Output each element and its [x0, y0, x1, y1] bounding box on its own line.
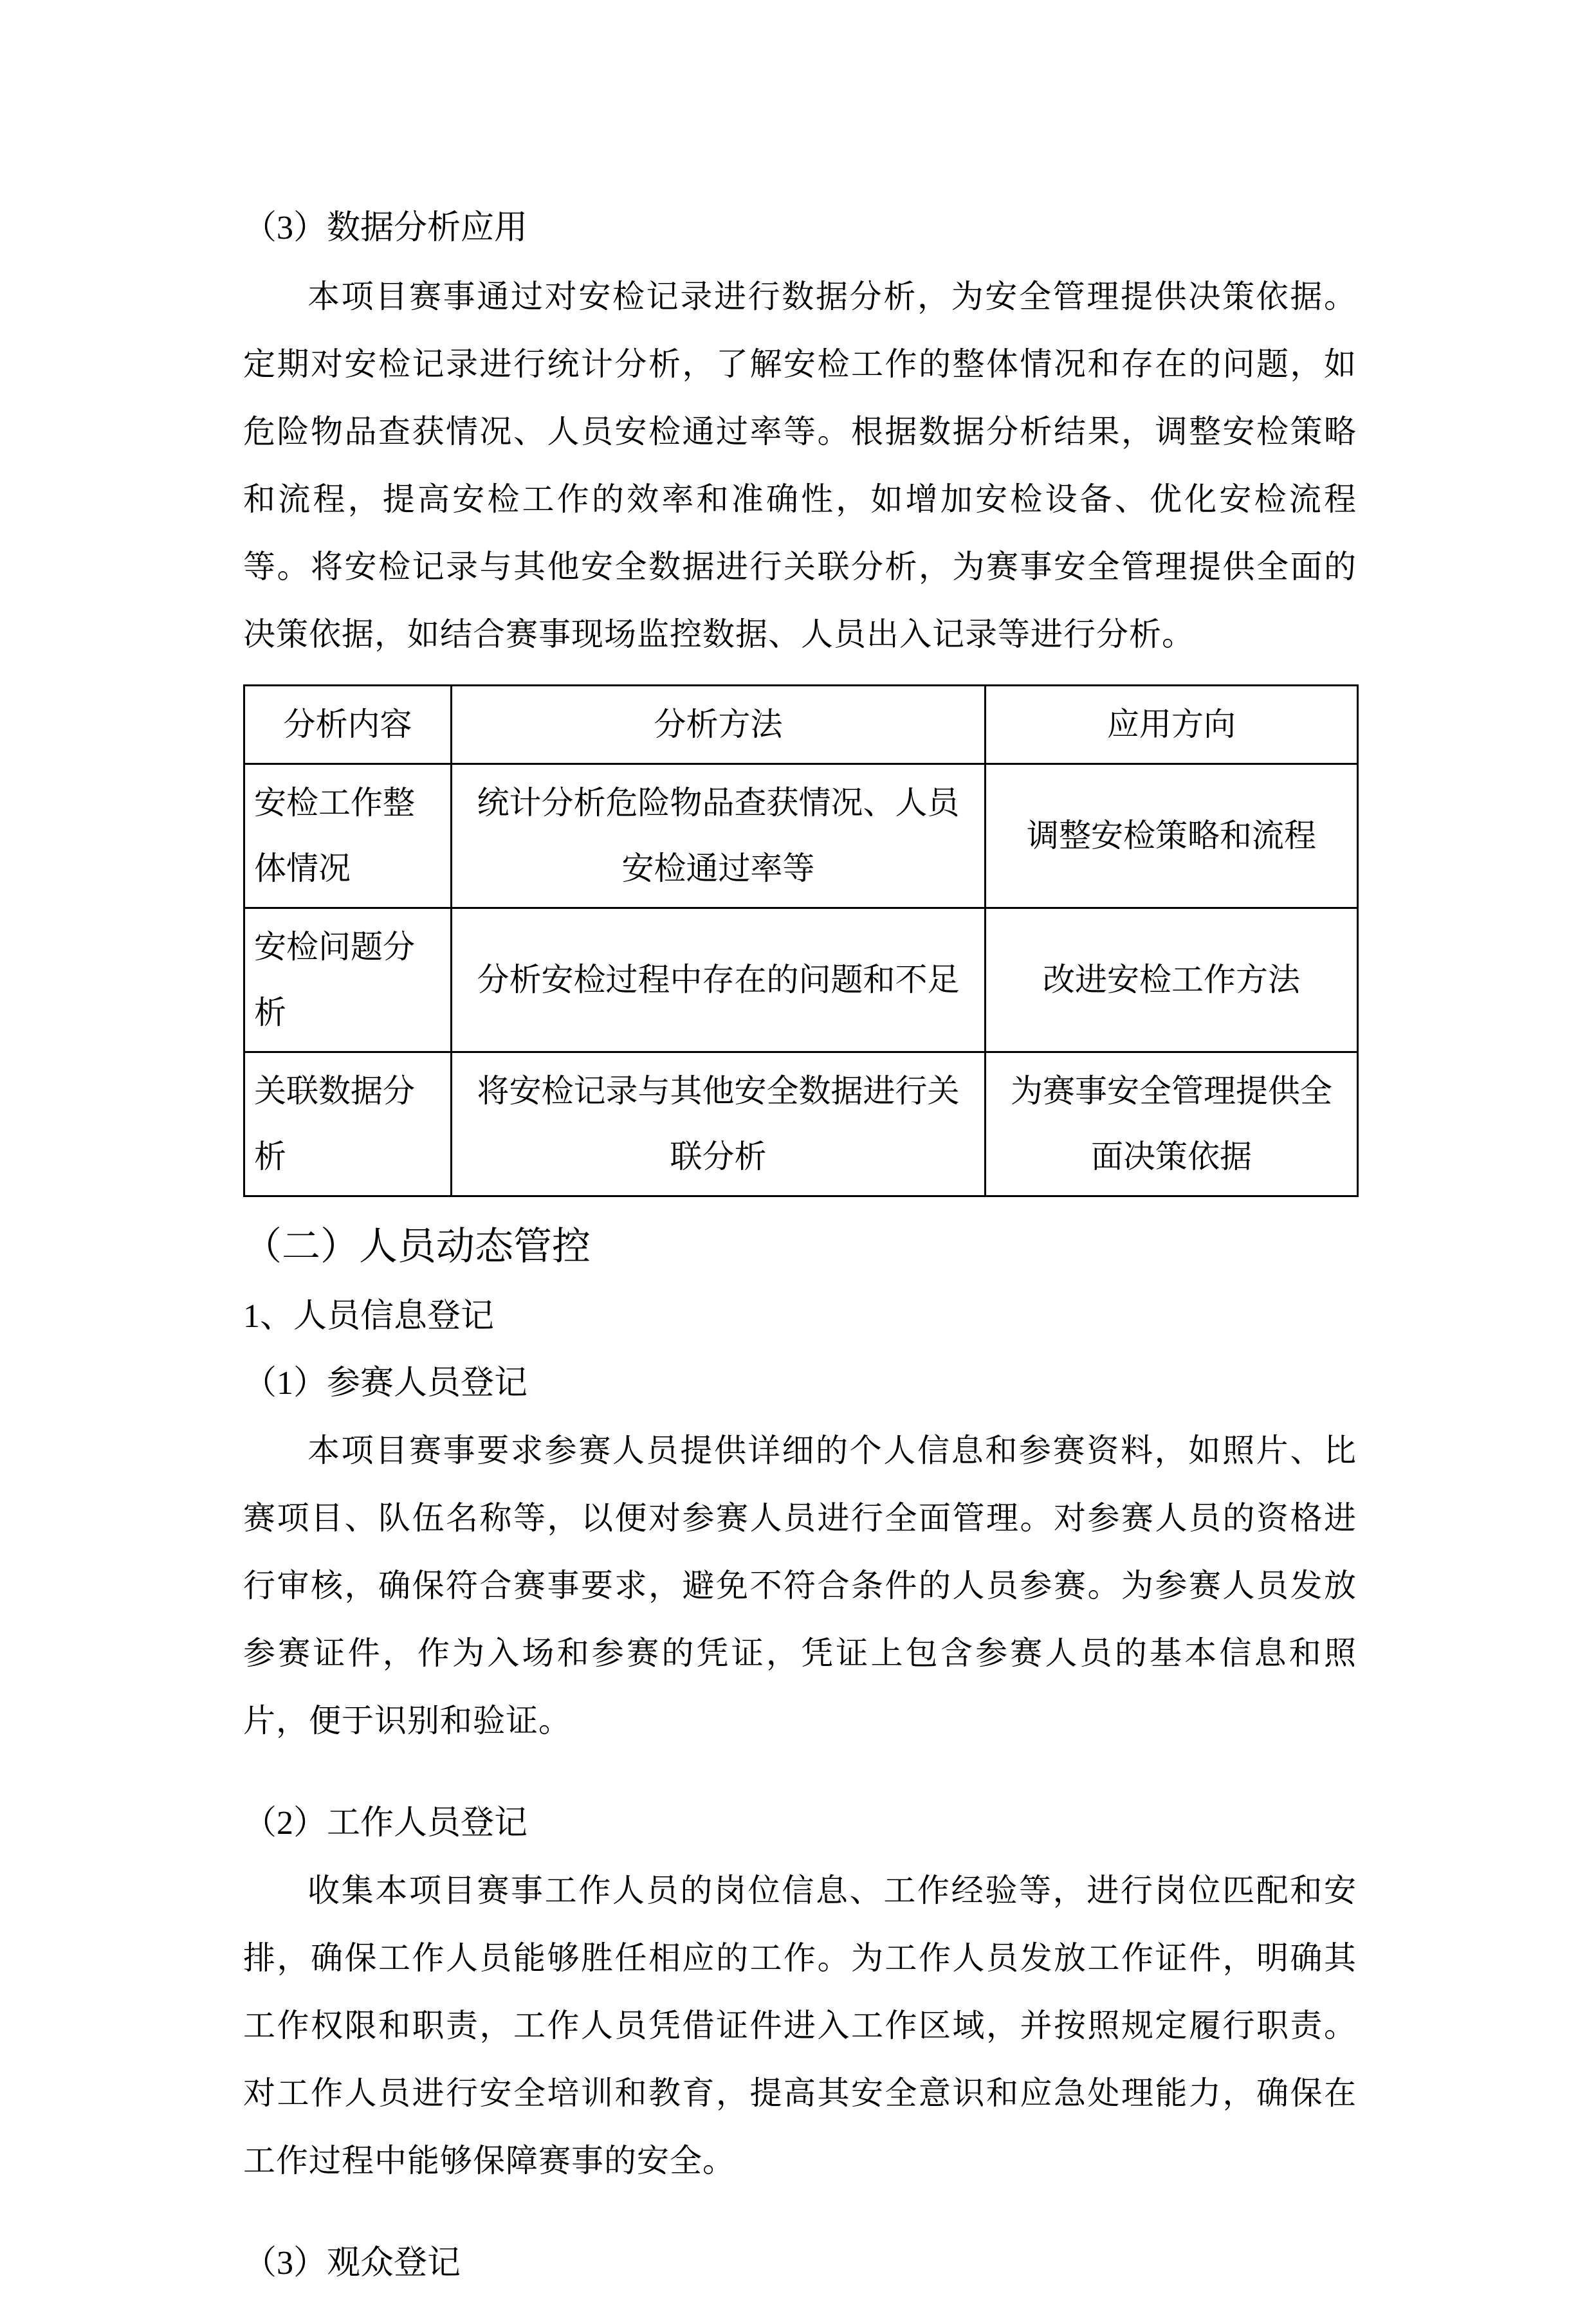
- paragraph-data-analysis: 本项目赛事通过对安检记录进行数据分析，为安全管理提供决策依据。定期对安检记录进行统计分析，了解安检工作的整体情况和存在的问题，如危险物品查获情况、人员安检通过率等。根据数据分析结果，调整安检策略和流程，提高安检工作的效率和准确性，如增加安检设备、优化安检流程等。将安检记录与其他安全数据进行关联分析，为赛事安全管理提供全面的决策依据，如结合赛事现场监控数据、人员出入记录等进行分析。: [243, 279, 1357, 653]
- heading-data-analysis-application: （3）数据分析应用: [243, 210, 528, 246]
- heading-staff-registration: （2）工作人员登记: [243, 1804, 528, 1842]
- analysis-table: [243, 684, 1359, 1197]
- heading-audience-registration: （3）观众登记: [243, 2244, 461, 2282]
- table-cell: 统计分析危险物品查获情况、人员安检通过率等: [452, 764, 986, 908]
- heading-personnel-info-registration: 1、人员信息登记: [243, 1297, 495, 1335]
- table-cell: 安检问题分析: [244, 908, 452, 1052]
- table-cell: 安检工作整体情况: [244, 764, 452, 908]
- table-row: [244, 764, 1358, 908]
- paragraph-participant-registration: 本项目赛事要求参赛人员提供详细的个人信息和参赛资料，如照片、比赛项目、队伍名称等，以便对参赛人员进行全面管理。对参赛人员的资格进行审核，确保符合赛事要求，避免不符合条件的人员参赛。为参赛人员发放参赛证件，作为入场和参赛的凭证，凭证上包含参赛人员的基本信息和照片，便于识别和验证。: [243, 1432, 1357, 1739]
- heading-personnel-dynamic-control: （二）人员动态管控: [243, 1225, 591, 1268]
- table-cell: 调整安检策略和流程: [986, 764, 1358, 908]
- table-cell: 分析安检过程中存在的问题和不足: [452, 908, 986, 1052]
- table-header-application-direction: 应用方向: [986, 686, 1358, 764]
- table-cell: 关联数据分析: [244, 1052, 452, 1196]
- table-row: [244, 1052, 1358, 1196]
- table-header-analysis-content: 分析内容: [244, 686, 452, 764]
- heading-participant-registration: （1）参赛人员登记: [243, 1364, 528, 1402]
- table-cell: 将安检记录与其他安全数据进行关联分析: [452, 1052, 986, 1196]
- paragraph-staff-registration: 收集本项目赛事工作人员的岗位信息、工作经验等，进行岗位匹配和安排，确保工作人员能够胜任相应的工作。为工作人员发放工作证件，明确其工作权限和职责，工作人员凭借证件进入工作区域，并按照规定履行职责。对工作人员进行安全培训和教育，提高其安全意识和应急处理能力，确保在工作过程中能够保障赛事的安全。: [243, 1872, 1357, 2179]
- table-header-analysis-method: 分析方法: [452, 686, 986, 764]
- table-cell: 改进安检工作方法: [986, 908, 1358, 1052]
- table-cell: 为赛事安全管理提供全面决策依据: [986, 1052, 1358, 1196]
- table-header-row: [244, 686, 1358, 764]
- table-row: [244, 908, 1358, 1052]
